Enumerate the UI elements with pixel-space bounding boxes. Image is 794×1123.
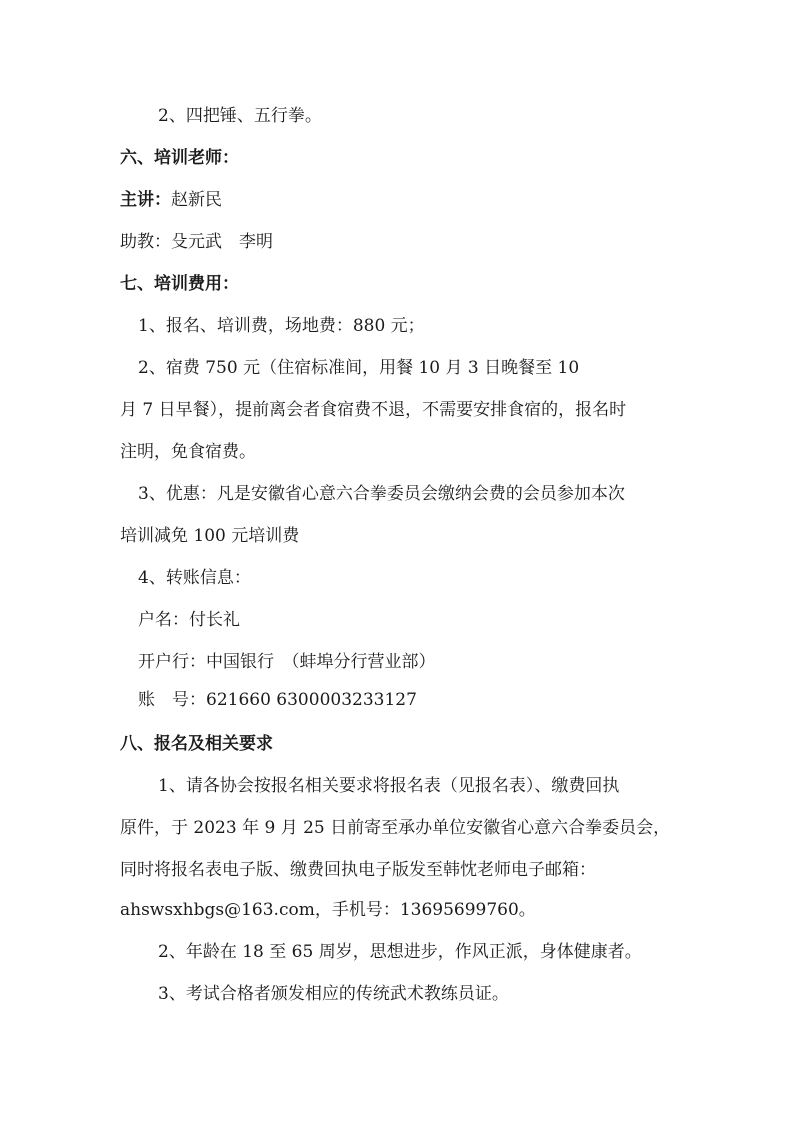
- section-8-heading: 八、报名及相关要求: [120, 734, 273, 754]
- bank-name: 开户行：中国银行 （蚌埠分行营业部）: [138, 652, 436, 672]
- section-6-heading: 六、培训老师：: [120, 148, 239, 168]
- requirement-2: 2、年龄在 18 至 65 周岁，思想进步，作风正派，身体健康者。: [158, 942, 642, 962]
- requirement-1-line-1: 1、请各协会按报名相关要求将报名表（见报名表）、缴费回执: [158, 776, 620, 796]
- account-number: 账 号：621660 6300003233127: [138, 690, 417, 710]
- requirement-1-line-3: 同时将报名表电子版、缴费回执电子版发至韩忱老师电子邮箱：: [120, 860, 596, 880]
- lead-instructor-name: 赵新民: [171, 190, 222, 210]
- assistant-instructors: 助教：殳元武 李明: [120, 232, 273, 252]
- requirement-1-line-2: 原件，于 2023 年 9 月 25 日前寄至承办单位安徽省心意六合拳委员会，: [120, 818, 671, 838]
- fee-item-2-line-1: 2、宿费 750 元（住宿标准间，用餐 10 月 3 日晚餐至 10: [138, 358, 580, 378]
- fee-item-1: 1、报名、培训费，场地费：880 元；: [138, 316, 425, 336]
- item-2-line: 2、四把锤、五行拳。: [158, 106, 322, 126]
- fee-item-2-line-3: 注明，免食宿费。: [120, 442, 256, 462]
- account-name: 户名：付长礼: [138, 610, 240, 630]
- lead-instructor-line: [120, 188, 222, 212]
- section-7-heading: 七、培训费用：: [120, 274, 239, 294]
- requirement-1-line-4: ahswsxhbgs@163.com，手机号：13695699760。: [120, 900, 536, 920]
- fee-item-4: 4、转账信息：: [138, 568, 251, 588]
- fee-item-2-line-2: 月 7 日早餐），提前离会者食宿费不退，不需要安排食宿的，报名时: [120, 400, 627, 420]
- fee-item-3-line-1: 3、优惠：凡是安徽省心意六合拳委员会缴纳会费的会员参加本次: [138, 484, 625, 504]
- fee-item-3-line-2: 培训减免 100 元培训费: [120, 526, 300, 546]
- lead-instructor-label: 主讲：: [120, 190, 171, 210]
- requirement-3: 3、考试合格者颁发相应的传统武术教练员证。: [158, 984, 509, 1004]
